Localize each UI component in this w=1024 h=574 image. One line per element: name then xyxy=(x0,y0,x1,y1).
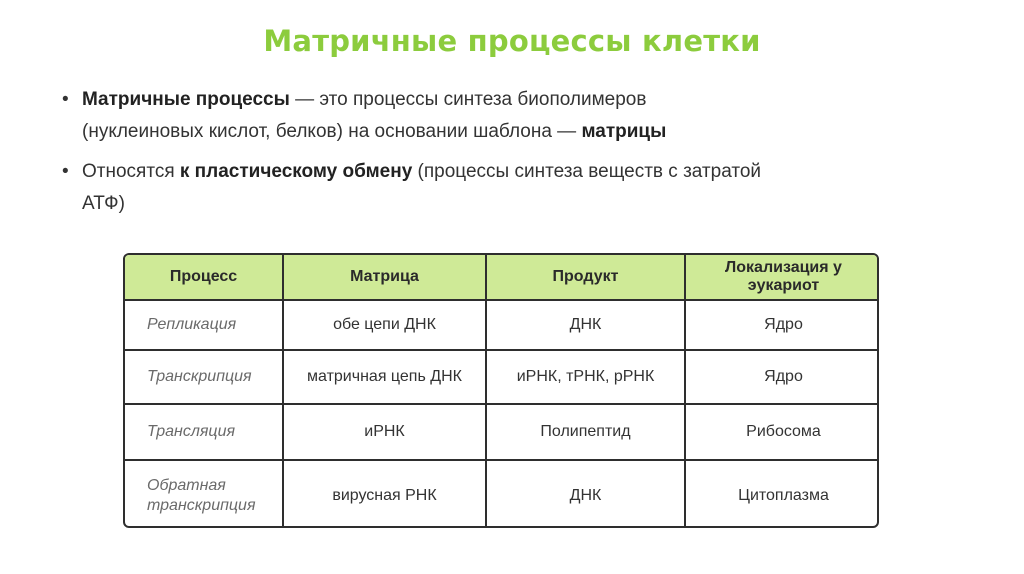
cell-localization: Рибосома xyxy=(685,404,879,460)
cell-process: Репликация xyxy=(125,300,283,350)
table-row xyxy=(125,460,879,528)
cell-matrix: вирусная РНК xyxy=(283,460,486,528)
bullet-dot-icon: • xyxy=(62,89,69,110)
bullet-bold-term: к пластическому обмену xyxy=(179,161,413,182)
bullet-bold-term: матрицы xyxy=(581,121,667,142)
bullet-item-metabolism xyxy=(62,156,762,220)
bullet-item-definition xyxy=(62,84,762,148)
cell-matrix: матричная цепь ДНК xyxy=(283,350,486,404)
bullet-bold-term: Матричные процессы xyxy=(82,89,290,110)
bullet-dot-icon: • xyxy=(62,161,69,182)
cell-product: иРНК, тРНК, рРНК xyxy=(486,350,685,404)
cell-process: Обратная транскрипция xyxy=(125,460,283,528)
table-row xyxy=(125,300,879,350)
bullet-text: — это процессы синтеза биополимеров (нуклеиновых кислот, белков) на основании шаблона — xyxy=(82,89,647,142)
header-matrix: Матрица xyxy=(283,255,486,300)
cell-localization: Ядро xyxy=(685,350,879,404)
cell-product: ДНК xyxy=(486,460,685,528)
cell-product: ДНК xyxy=(486,300,685,350)
bullet-text: Относятся xyxy=(82,161,180,182)
cell-matrix: обе цепи ДНК xyxy=(283,300,486,350)
cell-process: Трансляция xyxy=(125,404,283,460)
bullet-text: (процессы синтеза веществ с затратой АТФ) xyxy=(82,161,762,214)
cell-product: Полипептид xyxy=(486,404,685,460)
header-localization: Локализация у эукариот xyxy=(685,255,879,300)
cell-matrix: иРНК xyxy=(283,404,486,460)
table xyxy=(125,255,879,528)
processes-table xyxy=(123,253,879,528)
header-process: Процесс xyxy=(125,255,283,300)
table-row xyxy=(125,404,879,460)
cell-localization: Цитоплазма xyxy=(685,460,879,528)
cell-localization: Ядро xyxy=(685,300,879,350)
page-title: Матричные процессы клетки xyxy=(263,24,761,58)
bullet-list xyxy=(62,84,762,228)
table-header-row xyxy=(125,255,879,300)
cell-process: Транскрипция xyxy=(125,350,283,404)
header-product: Продукт xyxy=(486,255,685,300)
table-row xyxy=(125,350,879,404)
